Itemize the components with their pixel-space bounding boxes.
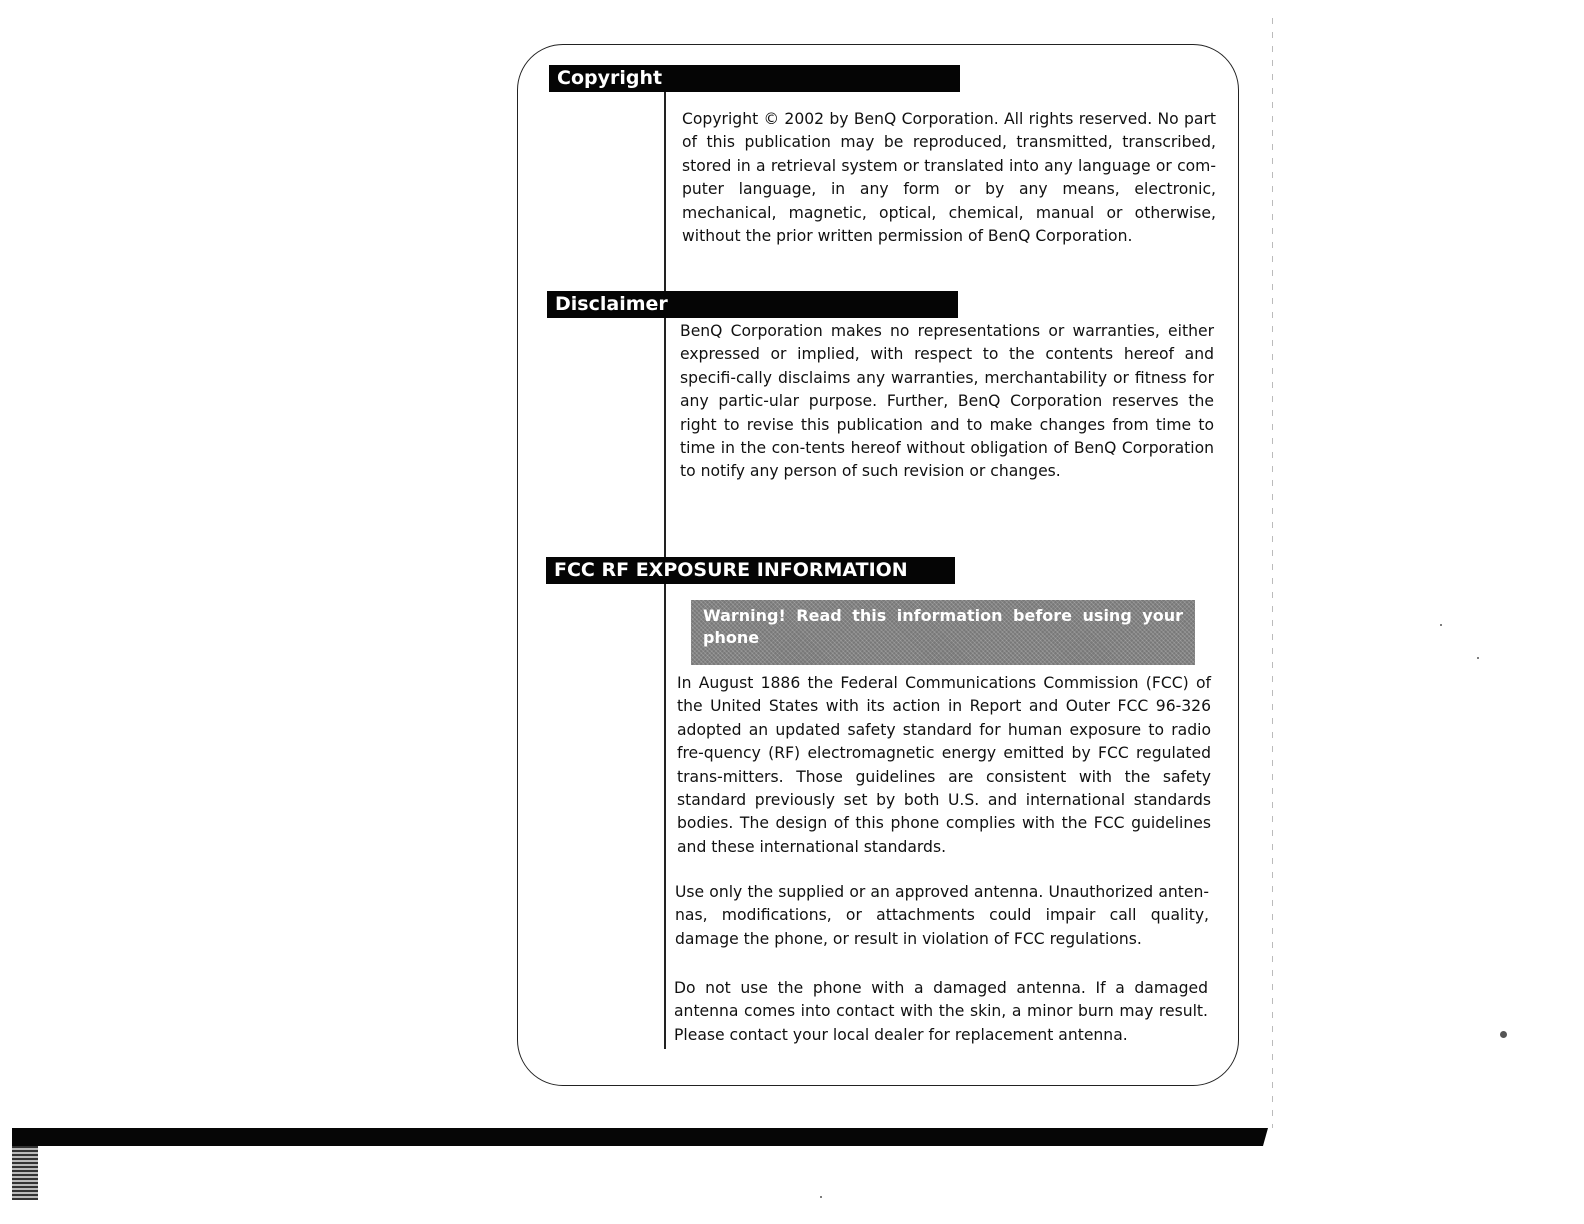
fcc-paragraph-1: In August 1886 the Federal Communications Commission (FCC) of the United States with its action in Report and Outer FCC 96-326 adopted an updated safety standard for human exposure to radio fre-quency (RF) electromagnetic energy emitted by FCC regulated trans-mitters. Those guidelines are consistent with the safety standard previously set by both U.S. and international standards bodies. The design of this phone complies with the FCC guidelines and these international standards. <box>677 674 1211 856</box>
fcc-paragraph-3: Do not use the phone with a damaged antenna. If a damaged antenna comes into contact with the skin, a minor burn may result. Please contact your local dealer for replacement antenna. <box>674 979 1208 1044</box>
scan-speck <box>1500 1031 1507 1038</box>
scan-speck <box>1440 624 1442 626</box>
fcc-heading-text: FCC RF EXPOSURE INFORMATION <box>554 559 908 581</box>
scan-speck <box>1477 657 1479 659</box>
scan-edge <box>1272 18 1273 1128</box>
copyright-heading-text: Copyright <box>557 67 663 89</box>
warning-text: Warning! Read this information before using your phone <box>703 606 1183 647</box>
disclaimer-heading <box>547 291 958 318</box>
disclaimer-heading-text: Disclaimer <box>555 293 668 315</box>
scan-corner-mark <box>12 1146 38 1200</box>
fcc-heading <box>546 557 955 584</box>
scan-bottom-bar <box>12 1128 1268 1146</box>
copyright-heading <box>549 65 960 92</box>
fcc-paragraph-2: Use only the supplied or an approved antenna. Unauthorized anten-nas, modifications, or attachments could impair call quality, damage the phone, or result in violation of FCC regulations. <box>675 883 1209 948</box>
copyright-text: Copyright © 2002 by BenQ Corporation. All rights reserved. No part of this publication may be reproduced, transmitted, transcribed, stored in a retrieval system or translated into any language or com-puter language, in any form or by any means, electronic, mechanical, magnetic, optical, chemical, manual or otherwise, without the prior written permission of BenQ Corporation. <box>682 110 1216 246</box>
warning-box <box>691 600 1195 665</box>
scan-speck <box>820 1196 822 1198</box>
disclaimer-text: BenQ Corporation makes no representations or warranties, either expressed or implied, with respect to the contents hereof and specifi-cally disclaims any warranties, merchantability or fitness for any partic-ular purpose. Further, BenQ Corporation reserves the right to revise this publication and to make changes from time to time in the con-tents hereof without obligation of BenQ Corporation to notify any person of such revision or changes. <box>680 322 1214 481</box>
